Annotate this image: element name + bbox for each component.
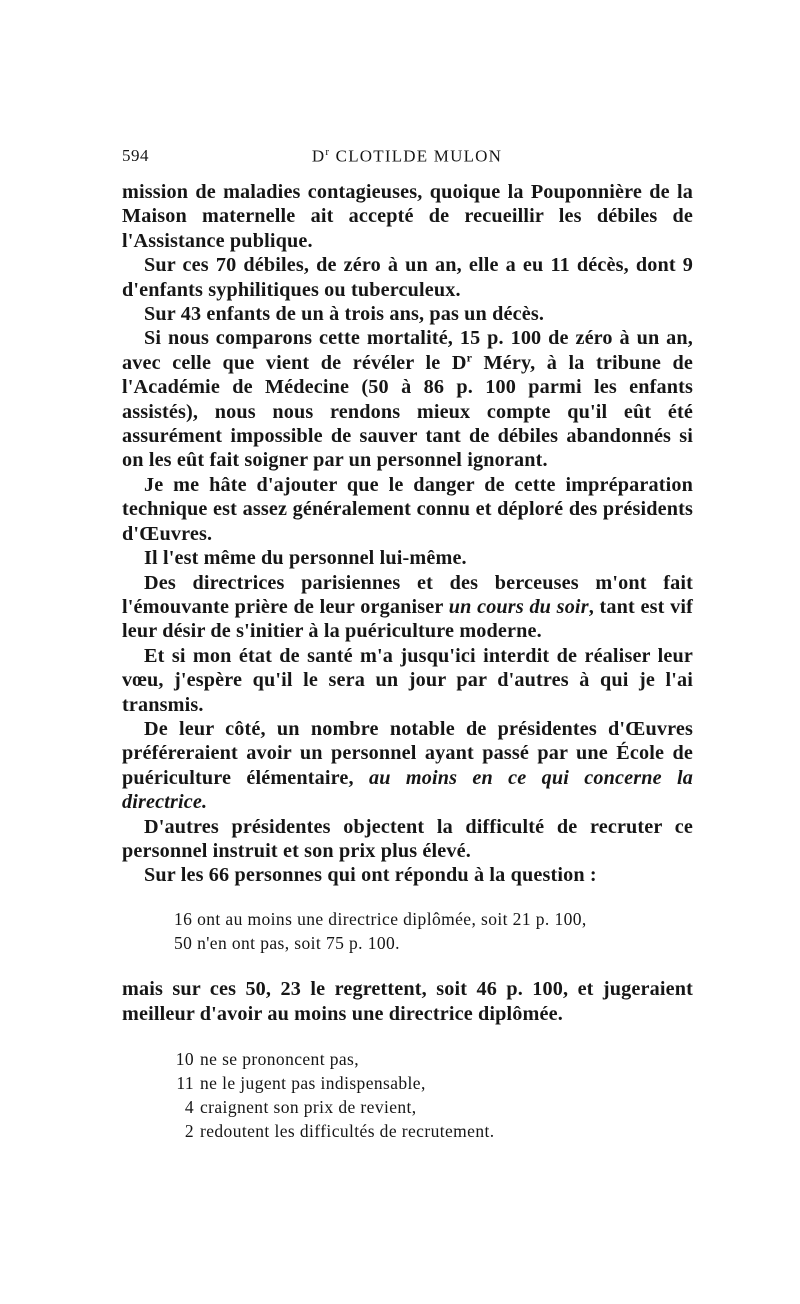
reason-text: ne le jugent pas indispensable, <box>200 1072 426 1093</box>
mortalite-text-a: Si nous comparons cette mortalité, 15 p. 100 de zéro à un an, avec celle que vient de révéler le D <box>122 327 693 374</box>
paragraph-sante: Et si mon état de santé m'a jusqu'ici interdit de réaliser leur vœu, j'espère qu'il le sera un jour par d'autres à qui je l'ai transmis. <box>122 644 693 716</box>
author-prefix-sup: r <box>325 146 331 158</box>
reason-count: 4 <box>184 1096 194 1117</box>
reason-text: craignent son prix de revient, <box>200 1096 417 1117</box>
running-head <box>122 146 692 167</box>
list-item <box>174 1120 693 1144</box>
paragraph-impreparation: Je me hâte d'ajouter que le danger de cette impréparation technique est assez généralement connu et déploré des présidents d'Œuvres. <box>122 473 693 545</box>
presidentes-text-a: De leur côté, un nombre notable de présidentes d'Œuvres préféreraient avoir un personnel ayant passé par une École de puériculture élémentaire, <box>122 717 693 789</box>
reason-text: ne se prononcent pas, <box>200 1049 360 1070</box>
reason-count: 11 <box>176 1072 194 1093</box>
author-prefix: D <box>311 146 326 166</box>
reason-count: 2 <box>184 1120 194 1141</box>
paragraph-enfants: Sur 43 enfants de un à trois ans, pas un décès. <box>144 303 545 326</box>
paragraph-directrices <box>122 571 693 644</box>
paragraph-personnel: Il l'est même du personnel lui-même. <box>144 547 467 570</box>
reason-count: 10 <box>175 1049 194 1070</box>
paragraph-objection: D'autres présidentes objectent la difficulté de recruter ce personnel instruit et son prix plus élevé. <box>122 815 693 862</box>
mortalite-text-b: Méry, à la tribune de l'Académie de Médecine (50 à 86 p. 100 parmi les enfants assistés), nous nous rendons mieux compte qu'il eût été assurément impossible de sauver tant de débiles abandonnés si on les eût fait soigner par un personnel ignorant. <box>122 351 694 472</box>
paragraph-regret: mais sur ces 50, 23 le regrettent, soit 46 p. 100, et jugeraient meilleur d'avoir au moins une directrice diplômée. <box>122 978 693 1025</box>
paragraph-presidentes <box>122 717 693 815</box>
list-item <box>174 1048 693 1072</box>
directrices-text-b: , tant est vif leur désir de s'initier à la puériculture moderne. <box>122 595 693 643</box>
page-header <box>122 146 692 172</box>
reason-text: redoutent les difficultés de recrutement. <box>200 1120 495 1141</box>
list-item: 50 n'en ont pas, soit 75 p. 100. <box>174 932 400 953</box>
list-item: 16 ont au moins une directrice diplômée, soit 21 p. 100, <box>174 908 587 929</box>
paragraph-debiles: Sur ces 70 débiles, de zéro à un an, elle a eu 11 décès, dont 9 d'enfants syphilitiques ou tuberculeux. <box>122 254 693 301</box>
presidentes-italic: au moins en ce qui concerne la directrice. <box>122 766 693 814</box>
reasons-list <box>174 1048 693 1143</box>
directrices-italic: un cours du soir <box>448 595 589 618</box>
body-text <box>122 180 693 1143</box>
list-item <box>174 1072 693 1096</box>
stats-list <box>174 908 693 956</box>
paragraph-mortalite <box>122 326 693 472</box>
mortalite-sup: r <box>466 350 473 365</box>
directrices-text-a: Des directrices parisiennes et des berceuses m'ont fait l'émouvante prière de leur organiser <box>122 571 693 618</box>
list-item <box>174 1096 693 1120</box>
paragraph-question: Sur les 66 personnes qui ont répondu à la question : <box>144 864 597 887</box>
author-name: CLOTILDE MULON <box>335 146 503 166</box>
page-number: 594 <box>122 146 149 165</box>
paragraph-continuation: mission de maladies contagieuses, quoique la Pouponnière de la Maison maternelle ait accepté de recueillir les débiles de l'Assistance publique. <box>122 181 693 252</box>
